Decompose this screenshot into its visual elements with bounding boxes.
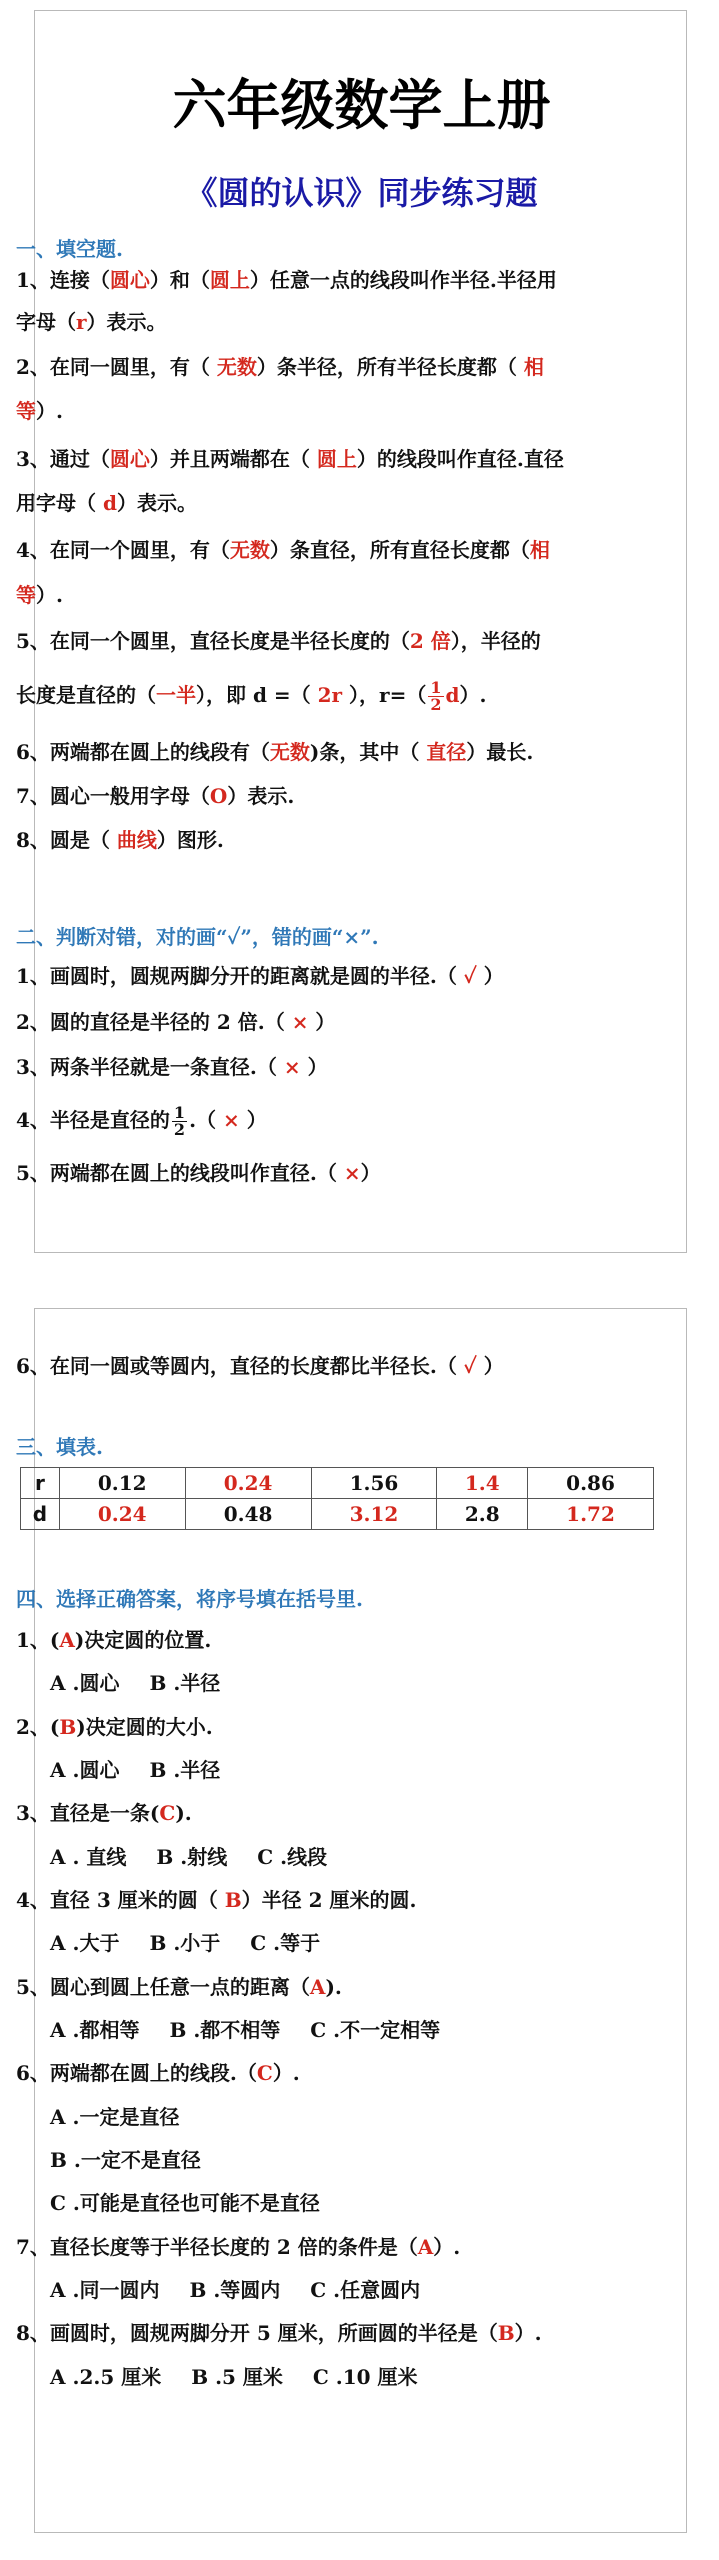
table-cell-answer: 0.24: [185, 1468, 311, 1499]
fill-blank-q4-line1: 4、在同一个圆里，有（无数）条直径，所有直径长度都（相: [16, 538, 550, 562]
table-cell: 0.12: [59, 1468, 185, 1499]
fill-blank-q3-line2: 用字母（ d）表示。: [16, 491, 197, 515]
true-false-q2: 2、圆的直径是半径的 2 倍.（ × ）: [16, 1010, 336, 1034]
fill-blank-q8: 8、圆是（ 曲线）图形.: [16, 828, 224, 852]
choice-q8-options: A .2.5 厘米 B .5 厘米 C .10 厘米: [50, 2365, 418, 2389]
choice-q3-options: A . 直线 B .射线 C .线段: [50, 1845, 328, 1869]
fill-blank-q7: 7、圆心一般用字母（O）表示.: [16, 784, 295, 808]
choice-q3: 3、直径是一条(C).: [16, 1801, 192, 1825]
table-row: [21, 1499, 654, 1530]
choice-q6-option-a: A .一定是直径: [50, 2105, 180, 2129]
choice-q4: 4、直径 3 厘米的圆（ B）半径 2 厘米的圆.: [16, 1888, 417, 1912]
fraction-one-half: $\frac{1}{2}$: [173, 1103, 186, 1139]
table-row-label: d: [21, 1499, 60, 1530]
true-false-q1: 1、画圆时，圆规两脚分开的距离就是圆的半径.（ ✓ ）: [16, 964, 504, 988]
table-cell-answer: 3.12: [311, 1499, 437, 1530]
table-cell-answer: 1.4: [437, 1468, 528, 1499]
fill-blank-q6: 6、两端都在圆上的线段有（无数)条，其中（ 直径）最长.: [16, 740, 534, 764]
section-heading-true-false: 二、判断对错，对的画“✓”，错的画“×”.: [16, 925, 379, 949]
choice-q1: 1、(A)决定圆的位置.: [16, 1628, 212, 1652]
fill-blank-q3-line1: 3、通过（圆心）并且两端都在（ 圆上）的线段叫作直径.直径: [16, 447, 564, 471]
radius-diameter-table: [20, 1467, 654, 1530]
section-heading-fill-blank: 一、填空题.: [16, 237, 123, 261]
table-cell: 2.8: [437, 1499, 528, 1530]
choice-q1-options: A .圆心 B .半径: [50, 1671, 221, 1695]
fill-blank-q2-line2: 等）.: [16, 399, 63, 423]
choice-q6-option-c: C .可能是直径也可能不是直径: [50, 2191, 320, 2215]
true-false-q4: 4、半径是直径的 $\frac{1}{2}$ .（ × ）: [16, 1103, 267, 1139]
page-title: 六年级数学上册: [172, 74, 551, 137]
choice-q5-options: A .都相等 B .都不相等 C .不一定相等: [50, 2018, 441, 2042]
fill-blank-q5-line1: 5、在同一个圆里，直径长度是半径长度的（2 倍），半径的: [16, 629, 541, 653]
choice-q2: 2、(B)决定圆的大小.: [16, 1715, 213, 1739]
choice-q7: 7、直径长度等于半径长度的 2 倍的条件是（A）.: [16, 2235, 461, 2259]
fill-blank-q1-line2: 字母（r）表示。: [16, 310, 167, 334]
fill-blank-q5-line2: 长度是直径的（一半），即 d =（ 2r ），r=（ $\frac{1}{2}$ d）.: [16, 678, 487, 714]
choice-q7-options: A .同一圆内 B .等圆内 C .任意圆内: [50, 2278, 421, 2302]
true-false-q5: 5、两端都在圆上的线段叫作直径.（ ×）: [16, 1161, 381, 1185]
table-cell-answer: 0.24: [59, 1499, 185, 1530]
table-cell: 0.86: [528, 1468, 654, 1499]
section-heading-multiple-choice: 四、选择正确答案，将序号填在括号里.: [16, 1587, 363, 1611]
fill-blank-q1-line1: 1、连接（圆心）和（圆上）任意一点的线段叫作半径.半径用: [16, 268, 557, 292]
table-cell-answer: 1.72: [528, 1499, 654, 1530]
fraction-one-half: $\frac{1}{2}$: [430, 678, 442, 714]
choice-q8: 8、画圆时，圆规两脚分开 5 厘米，所画圆的半径是（B）.: [16, 2321, 542, 2345]
table-cell: 1.56: [311, 1468, 437, 1499]
table-row: [21, 1468, 654, 1499]
choice-q6-option-b: B .一定不是直径: [50, 2148, 201, 2172]
page-subtitle: 《圆的认识》同步练习题: [185, 174, 538, 212]
section-heading-fill-table: 三、填表.: [16, 1435, 103, 1459]
true-false-q6: 6、在同一圆或等圆内，直径的长度都比半径长.（ ✓ ）: [16, 1354, 504, 1378]
choice-q6: 6、两端都在圆上的线段.（C）.: [16, 2061, 300, 2085]
fill-blank-q4-line2: 等）.: [16, 583, 63, 607]
choice-q4-options: A .大于 B .小于 C .等于: [50, 1931, 321, 1955]
true-false-q3: 3、两条半径就是一条直径.（ × ）: [16, 1055, 328, 1079]
table-row-label: r: [21, 1468, 60, 1499]
table-cell: 0.48: [185, 1499, 311, 1530]
choice-q2-options: A .圆心 B .半径: [50, 1758, 221, 1782]
fill-blank-q2-line1: 2、在同一圆里，有（ 无数）条半径，所有半径长度都（ 相: [16, 355, 544, 379]
choice-q5: 5、圆心到圆上任意一点的距离（A).: [16, 1975, 342, 1999]
